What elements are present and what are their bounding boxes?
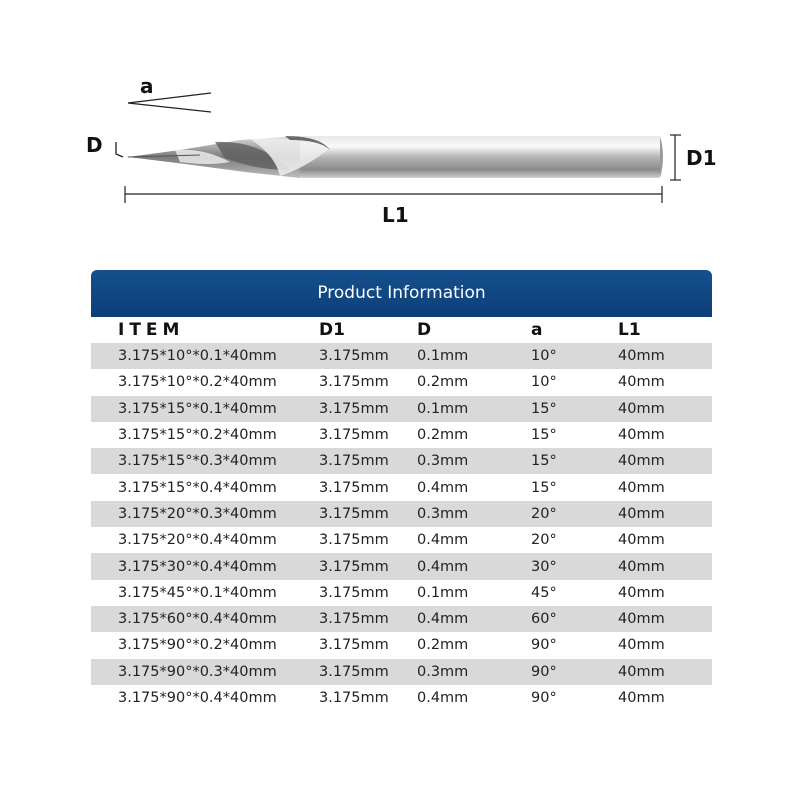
cell-l1: 40mm bbox=[618, 532, 665, 549]
cell-d: 0.2mm bbox=[417, 637, 469, 654]
length-label: L1 bbox=[382, 203, 409, 227]
cell-d: 0.4mm bbox=[417, 558, 469, 575]
cell-item: 3.175*10°*0.1*40mm bbox=[118, 348, 277, 365]
table-row bbox=[91, 659, 712, 685]
cell-item: 3.175*10°*0.2*40mm bbox=[118, 374, 277, 391]
product-info-table bbox=[91, 270, 712, 711]
header-d: D bbox=[417, 320, 432, 340]
cell-item: 3.175*20°*0.3*40mm bbox=[118, 505, 277, 522]
cell-a: 90° bbox=[531, 637, 557, 654]
cell-d: 0.4mm bbox=[417, 532, 469, 549]
cell-item: 3.175*30°*0.4*40mm bbox=[118, 558, 277, 575]
table-row bbox=[91, 685, 712, 711]
cell-a: 20° bbox=[531, 505, 557, 522]
cell-l1: 40mm bbox=[618, 479, 665, 496]
engraving-bit-image bbox=[128, 136, 663, 178]
cell-a: 90° bbox=[531, 663, 557, 680]
header-d1: D1 bbox=[319, 320, 345, 340]
table-row bbox=[91, 527, 712, 553]
table-row bbox=[91, 606, 712, 632]
cell-a: 10° bbox=[531, 374, 557, 391]
cell-a: 15° bbox=[531, 453, 557, 470]
table-header-row bbox=[91, 317, 712, 343]
table-row bbox=[91, 396, 712, 422]
cell-d1: 3.175mm bbox=[319, 690, 389, 706]
table-row bbox=[91, 448, 712, 474]
cell-d1: 3.175mm bbox=[319, 505, 389, 522]
cell-d: 0.2mm bbox=[417, 374, 469, 391]
cell-d1: 3.175mm bbox=[319, 479, 389, 496]
header-item: ITEM bbox=[118, 320, 185, 340]
cell-d: 0.1mm bbox=[417, 584, 469, 601]
cell-item: 3.175*15°*0.3*40mm bbox=[118, 453, 277, 470]
cell-a: 15° bbox=[531, 479, 557, 496]
table-body bbox=[91, 343, 712, 711]
table-row bbox=[91, 474, 712, 500]
cell-d: 0.3mm bbox=[417, 453, 469, 470]
cell-d1: 3.175mm bbox=[319, 611, 389, 628]
header-a: a bbox=[531, 320, 543, 340]
cell-l1: 40mm bbox=[618, 427, 665, 444]
cell-item: 3.175*15°*0.2*40mm bbox=[118, 427, 277, 444]
cell-l1: 40mm bbox=[618, 611, 665, 628]
table-title: Product Information bbox=[91, 270, 712, 317]
table-row bbox=[91, 422, 712, 448]
cell-l1: 40mm bbox=[618, 558, 665, 575]
cell-a: 10° bbox=[531, 348, 557, 365]
cell-d1: 3.175mm bbox=[319, 400, 389, 417]
cell-a: 20° bbox=[531, 532, 557, 549]
cell-l1: 40mm bbox=[618, 453, 665, 470]
cell-d: 0.4mm bbox=[417, 690, 469, 706]
cell-d: 0.2mm bbox=[417, 427, 469, 444]
cell-d: 0.1mm bbox=[417, 400, 469, 417]
header-l1: L1 bbox=[618, 320, 641, 340]
cell-d: 0.3mm bbox=[417, 663, 469, 680]
cell-d1: 3.175mm bbox=[319, 558, 389, 575]
cell-d1: 3.175mm bbox=[319, 427, 389, 444]
cell-item: 3.175*15°*0.1*40mm bbox=[118, 400, 277, 417]
tip-diameter-label: D bbox=[86, 133, 103, 157]
cell-item: 3.175*90°*0.2*40mm bbox=[118, 637, 277, 654]
angle-label: a bbox=[140, 74, 154, 98]
length-dimension-line bbox=[125, 186, 662, 203]
cell-d1: 3.175mm bbox=[319, 663, 389, 680]
table-row bbox=[91, 632, 712, 658]
cell-item: 3.175*15°*0.4*40mm bbox=[118, 479, 277, 496]
cell-a: 60° bbox=[531, 611, 557, 628]
cell-d: 0.1mm bbox=[417, 348, 469, 365]
cell-d1: 3.175mm bbox=[319, 374, 389, 391]
cell-a: 30° bbox=[531, 558, 557, 575]
cell-l1: 40mm bbox=[618, 584, 665, 601]
table-row bbox=[91, 369, 712, 395]
cell-item: 3.175*20°*0.4*40mm bbox=[118, 532, 277, 549]
cell-d1: 3.175mm bbox=[319, 584, 389, 601]
cell-l1: 40mm bbox=[618, 505, 665, 522]
cell-item: 3.175*90°*0.3*40mm bbox=[118, 663, 277, 680]
cell-l1: 40mm bbox=[618, 348, 665, 365]
cell-item: 3.175*45°*0.1*40mm bbox=[118, 584, 277, 601]
cell-a: 15° bbox=[531, 427, 557, 444]
cell-d1: 3.175mm bbox=[319, 637, 389, 654]
cell-d1: 3.175mm bbox=[319, 348, 389, 365]
cell-l1: 40mm bbox=[618, 690, 665, 706]
cell-l1: 40mm bbox=[618, 374, 665, 391]
cell-a: 90° bbox=[531, 690, 557, 706]
cell-a: 45° bbox=[531, 584, 557, 601]
cell-d1: 3.175mm bbox=[319, 453, 389, 470]
cell-l1: 40mm bbox=[618, 637, 665, 654]
cell-l1: 40mm bbox=[618, 663, 665, 680]
table-row bbox=[91, 343, 712, 369]
cell-d: 0.4mm bbox=[417, 479, 469, 496]
cell-item: 3.175*90°*0.4*40mm bbox=[118, 690, 277, 706]
cell-l1: 40mm bbox=[618, 400, 665, 417]
cell-d: 0.3mm bbox=[417, 505, 469, 522]
cell-d: 0.4mm bbox=[417, 611, 469, 628]
cell-d1: 3.175mm bbox=[319, 532, 389, 549]
table-row bbox=[91, 553, 712, 579]
shank-diameter-bracket bbox=[670, 135, 681, 180]
cell-item: 3.175*60°*0.4*40mm bbox=[118, 611, 277, 628]
tip-diameter-bracket bbox=[116, 142, 123, 157]
table-row bbox=[91, 501, 712, 527]
table-row bbox=[91, 580, 712, 606]
engraving-bit-diagram bbox=[0, 0, 800, 250]
cell-a: 15° bbox=[531, 400, 557, 417]
shank-diameter-label: D1 bbox=[686, 146, 717, 170]
